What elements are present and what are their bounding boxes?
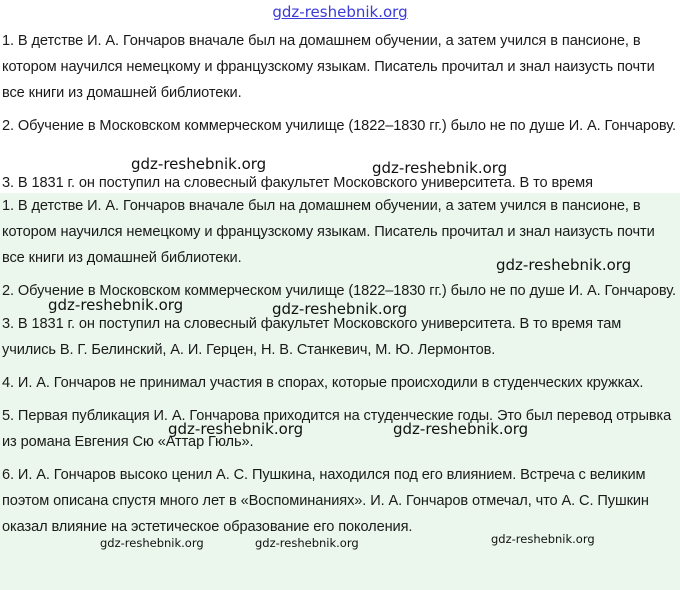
paragraph: 3. В 1831 г. он поступил на словесный факультет Московского университета. В то время там учились В. Г. Белинский, А. И. Герцен, Н. В. Станкевич, М. Ю. Лермонтов. <box>2 316 622 358</box>
watermark: gdz-reshebnik.org <box>168 420 304 438</box>
site-link[interactable]: gdz-reshebnik.org <box>272 3 408 21</box>
site-header <box>0 0 680 24</box>
paragraph-cut: 3. В 1831 г. он поступил на словесный факультет Московского университета. В то время <box>2 175 593 191</box>
watermark: gdz-reshebnik.org <box>372 159 508 177</box>
watermark: gdz-reshebnik.org <box>491 532 595 546</box>
watermark: gdz-reshebnik.org <box>393 420 529 438</box>
watermark: gdz-reshebnik.org <box>100 536 204 550</box>
paragraph: 6. И. А. Гончаров высоко ценил А. С. Пушкина, находился под его влиянием. Встреча с великим поэтом описана спустя много лет в «Воспоминаниях». И. А. Гончаров отмечал, что А. С. Пушкин оказал влияние на эстетическое образование его поколения. <box>2 467 649 535</box>
watermark: gdz-reshebnik.org <box>496 256 632 274</box>
watermark: gdz-reshebnik.org <box>255 536 359 550</box>
top-cut-line <box>0 170 680 194</box>
watermark: gdz-reshebnik.org <box>272 300 408 318</box>
paragraph: 1. В детстве И. А. Гончаров вначале был на домашнем обучении, а затем учился в пансионе, в котором научился немецкому и французскому языкам. Писатель прочитал и знал наизусть почти все книги из домашней библиотеки. <box>2 33 655 101</box>
paragraph: 2. Обучение в Московском коммерческом училище (1822–1830 гг.) было не по душе И. А. Гончарову. <box>2 118 676 134</box>
watermark: gdz-reshebnik.org <box>48 296 184 314</box>
paragraph: 1. В детстве И. А. Гончаров вначале был на домашнем обучении, а затем учился в пансионе, в котором научился немецкому и французскому языкам. Писатель прочитал и знал наизусть почти все книги из домашней библиотеки. <box>2 198 655 266</box>
watermark: gdz-reshebnik.org <box>131 155 267 173</box>
paragraph: 5. Первая публикация И. А. Гончарова приходится на студенческие годы. Это был перевод отрывка из романа Евгения Сю «Аттар Гюль». <box>2 408 672 450</box>
paragraph: 4. И. А. Гончаров не принимал участия в спорах, которые происходили в студенческих кружках. <box>2 375 644 391</box>
paragraph: 2. Обучение в Московском коммерческом училище (1822–1830 гг.) было не по душе И. А. Гончарову. <box>2 283 676 299</box>
answer-block <box>0 193 680 590</box>
top-text-block <box>0 28 680 146</box>
